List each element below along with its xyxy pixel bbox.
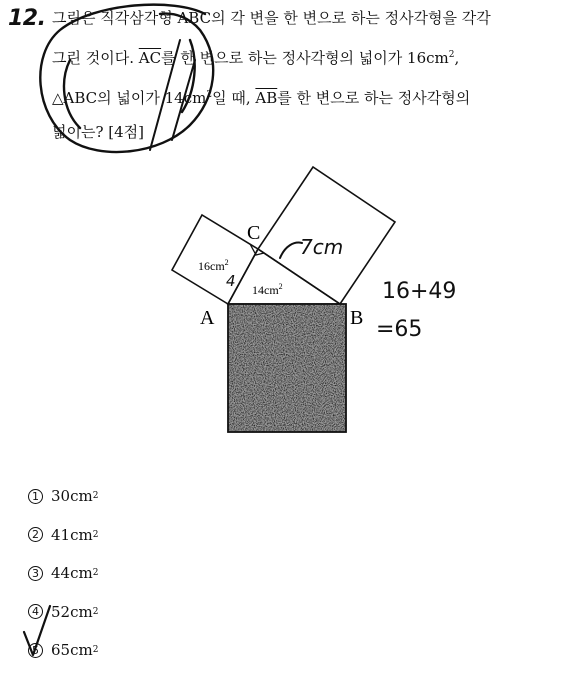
choice-number: 1 [28, 489, 43, 504]
segment-AC: $\overline{AC}$ [138, 49, 162, 67]
choice-1[interactable]: 1 30cm 2 [28, 486, 98, 506]
choice-number: 2 [28, 527, 43, 542]
triangle-area-sup: 2 [278, 282, 283, 291]
choice-value: 30cm [51, 487, 93, 505]
superscript: 2 [206, 90, 213, 100]
question-number: 12. [8, 6, 46, 31]
segment-AB: $\overline{AB}$ [255, 89, 278, 107]
vertex-A-label: A [200, 307, 215, 329]
choice-2[interactable]: 2 41cm 2 [28, 525, 98, 545]
choice-value: 41cm [51, 525, 93, 544]
triangle-area-label [252, 282, 283, 297]
square-AC-area-label [198, 258, 229, 273]
choice-number: 5 [28, 643, 43, 658]
choice-5[interactable]: 5 65cm 2 [28, 640, 98, 660]
question-text-3b: 일 때, [212, 89, 256, 107]
vertex-B-label: B [350, 307, 364, 329]
square-AC-area-sup: 2 [224, 258, 229, 267]
handwritten-side-note: 7cm [300, 235, 344, 259]
question-text-1: 그림은 직각삼각형 ABC의 각 변을 한 변으로 하는 정사각형을 각각 [52, 9, 491, 27]
question-text-4: 넓이는? [4점] [52, 123, 145, 141]
square-on-AB-texture [228, 304, 346, 432]
superscript: 2 [448, 50, 455, 60]
choice-number: 3 [28, 566, 43, 581]
handwritten-result: =65 [376, 317, 423, 342]
triangle-area-value: 14cm [252, 283, 279, 297]
question-text-2a: 그린 것이다. [52, 49, 139, 67]
choice-value: 52cm [51, 602, 93, 621]
square-AC-area-value: 16cm [198, 259, 225, 273]
choice-value: 44cm [51, 564, 93, 582]
choice-value: 65cm [51, 641, 93, 659]
handwritten-sum: 16+49 [382, 279, 457, 304]
triangle-ABC [228, 249, 340, 304]
vertex-C-label: C [247, 222, 261, 244]
question-text-2b: 를 한 변으로 하는 정사각형의 넓이가 16cm [161, 49, 449, 67]
choice-4[interactable]: 4 52cm 2 [28, 602, 98, 622]
choice-3[interactable]: 3 44cm 2 [28, 563, 98, 583]
question-text-3c: 를 한 변으로 하는 정사각형의 [277, 89, 471, 107]
choice-number: 4 [28, 604, 43, 619]
question-text-3a: △ABC의 넓이가 14cm [52, 89, 207, 107]
question-text-2c: , [454, 49, 460, 67]
handwritten-leg-note: 4 [226, 272, 236, 290]
answer-choices [28, 486, 98, 679]
